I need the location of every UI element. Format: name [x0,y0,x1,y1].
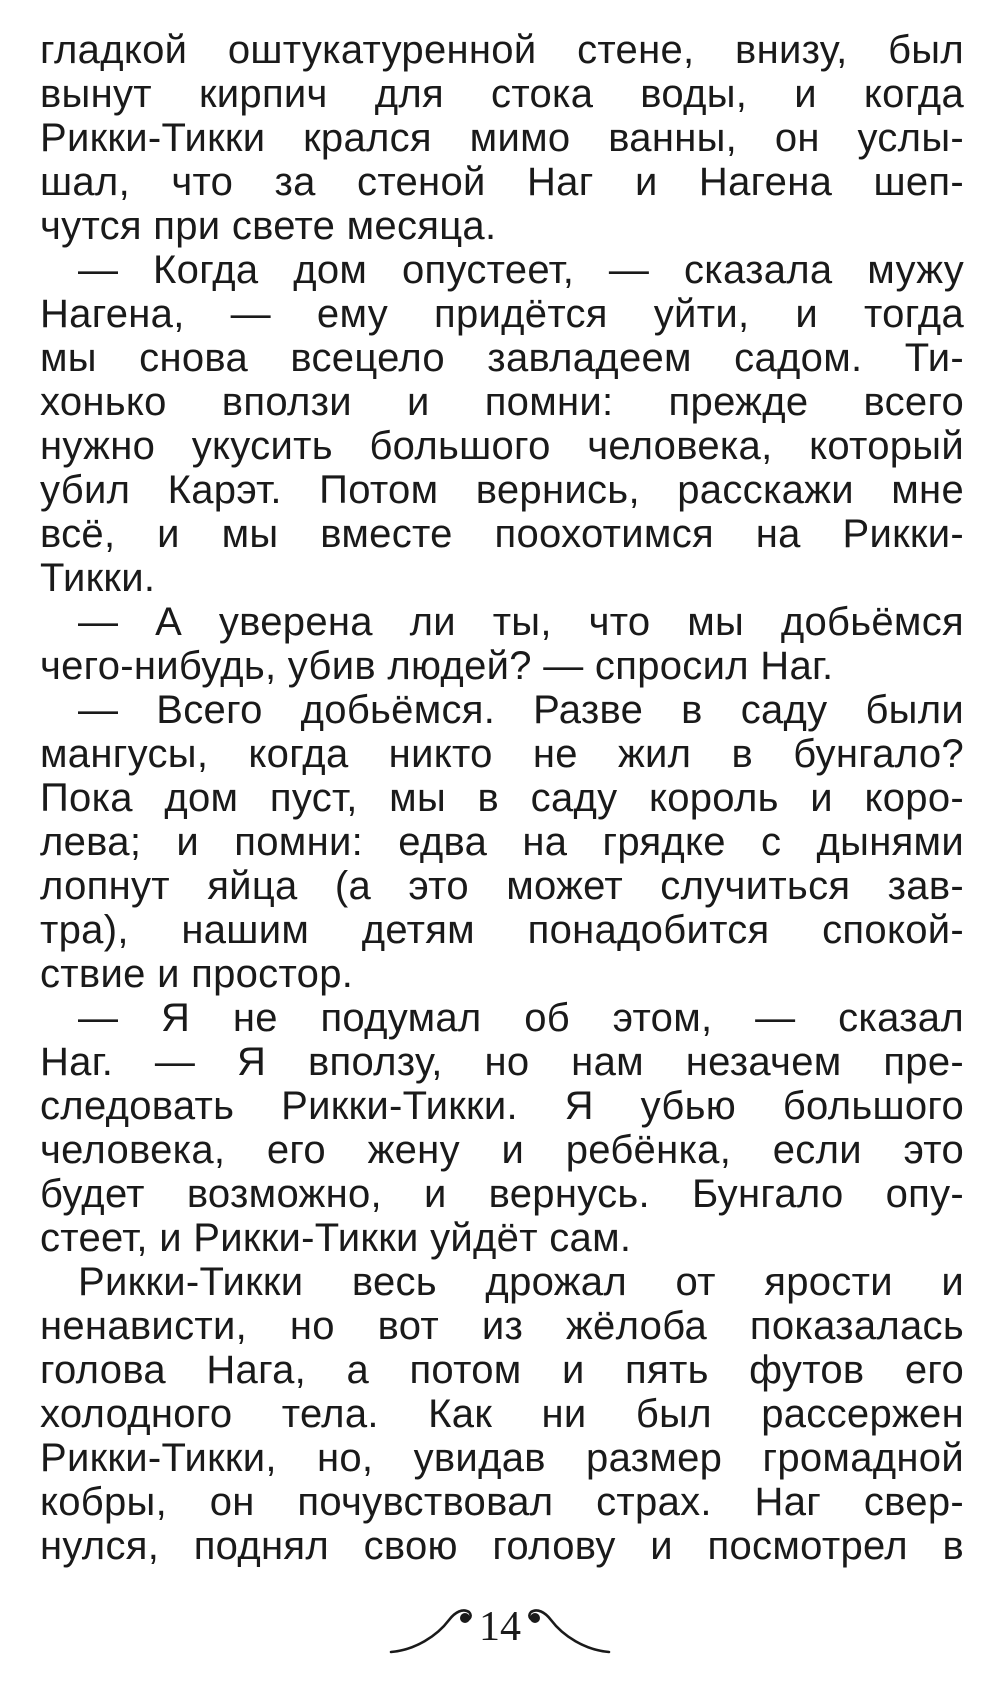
text-line: лева; и помни: едва на грядке с дынями [40,820,964,864]
text-line: — А уверена ли ты, что мы добьёмся [78,600,964,644]
text-line: — Всего добьёмся. Разве в саду были [78,688,964,732]
text-line: тра), нашим детям понадобится спокой- [40,908,964,952]
paragraph [40,1260,964,1568]
text-line: будет возможно, и вернусь. Бунгало опу- [40,1172,964,1216]
text-line: хонько вползи и помни: прежде всего [40,380,964,424]
text-line: холодного тела. Как ни был рассержен [40,1392,964,1436]
page-number-ornament [385,1596,615,1660]
text-line: вынут кирпич для стока воды, и когда [40,72,964,116]
page-text [40,28,964,1568]
paragraph [40,996,964,1260]
page-number: 14 [479,1604,521,1650]
paragraph [40,600,964,688]
text-line: всё, и мы вместе поохотимся на Рикки- [40,512,964,556]
text-line: Рикки-Тикки, но, увидав размер громадной [40,1436,964,1480]
text-line: нужно укусить большого человека, который [40,424,964,468]
text-line: — Я не подумал об этом, — сказал [78,996,964,1040]
text-line: Рикки-Тикки весь дрожал от ярости и [78,1260,964,1304]
text-line: мангусы, когда никто не жил в бунгало? [40,732,964,776]
text-line: стеет, и Рикки-Тикки уйдёт сам. [40,1216,632,1260]
page-footer [0,1596,1000,1660]
text-line: гладкой оштукатуренной стене, внизу, был [40,28,964,72]
text-line: мы снова всецело завладеем садом. Ти- [40,336,964,380]
text-line: кобры, он почувствовал страх. Наг свер- [40,1480,964,1524]
paragraph [40,28,964,248]
text-line: ствие и простор. [40,952,354,996]
paragraph [40,248,964,600]
text-line: Рикки-Тикки крался мимо ванны, он услы- [40,116,964,160]
text-line: Нагена, — ему придётся уйти, и тогда [40,292,964,336]
text-line: Наг. — Я вползу, но нам незачем пре- [40,1040,964,1084]
text-line: — Когда дом опустеет, — сказала мужу [78,248,964,292]
text-line: нулся, поднял свою голову и посмотрел в [40,1524,964,1568]
text-line: чего-нибудь, убив людей? — спросил Наг. [40,644,834,688]
text-line: следовать Рикки-Тикки. Я убью большого [40,1084,964,1128]
text-line: ненависти, но вот из жёлоба показалась [40,1304,964,1348]
text-line: человека, его жену и ребёнка, если это [40,1128,964,1172]
text-line: шал, что за стеной Наг и Нагена шеп- [40,160,964,204]
paragraph [40,688,964,996]
text-line: чутся при свете месяца. [40,204,497,248]
text-line: лопнут яйца (а это может случиться зав- [40,864,964,908]
text-line: Пока дом пуст, мы в саду король и коро- [40,776,964,820]
text-line: Тикки. [40,556,156,600]
text-line: убил Карэт. Потом вернись, расскажи мне [40,468,964,512]
text-line: голова Нага, а потом и пять футов его [40,1348,964,1392]
